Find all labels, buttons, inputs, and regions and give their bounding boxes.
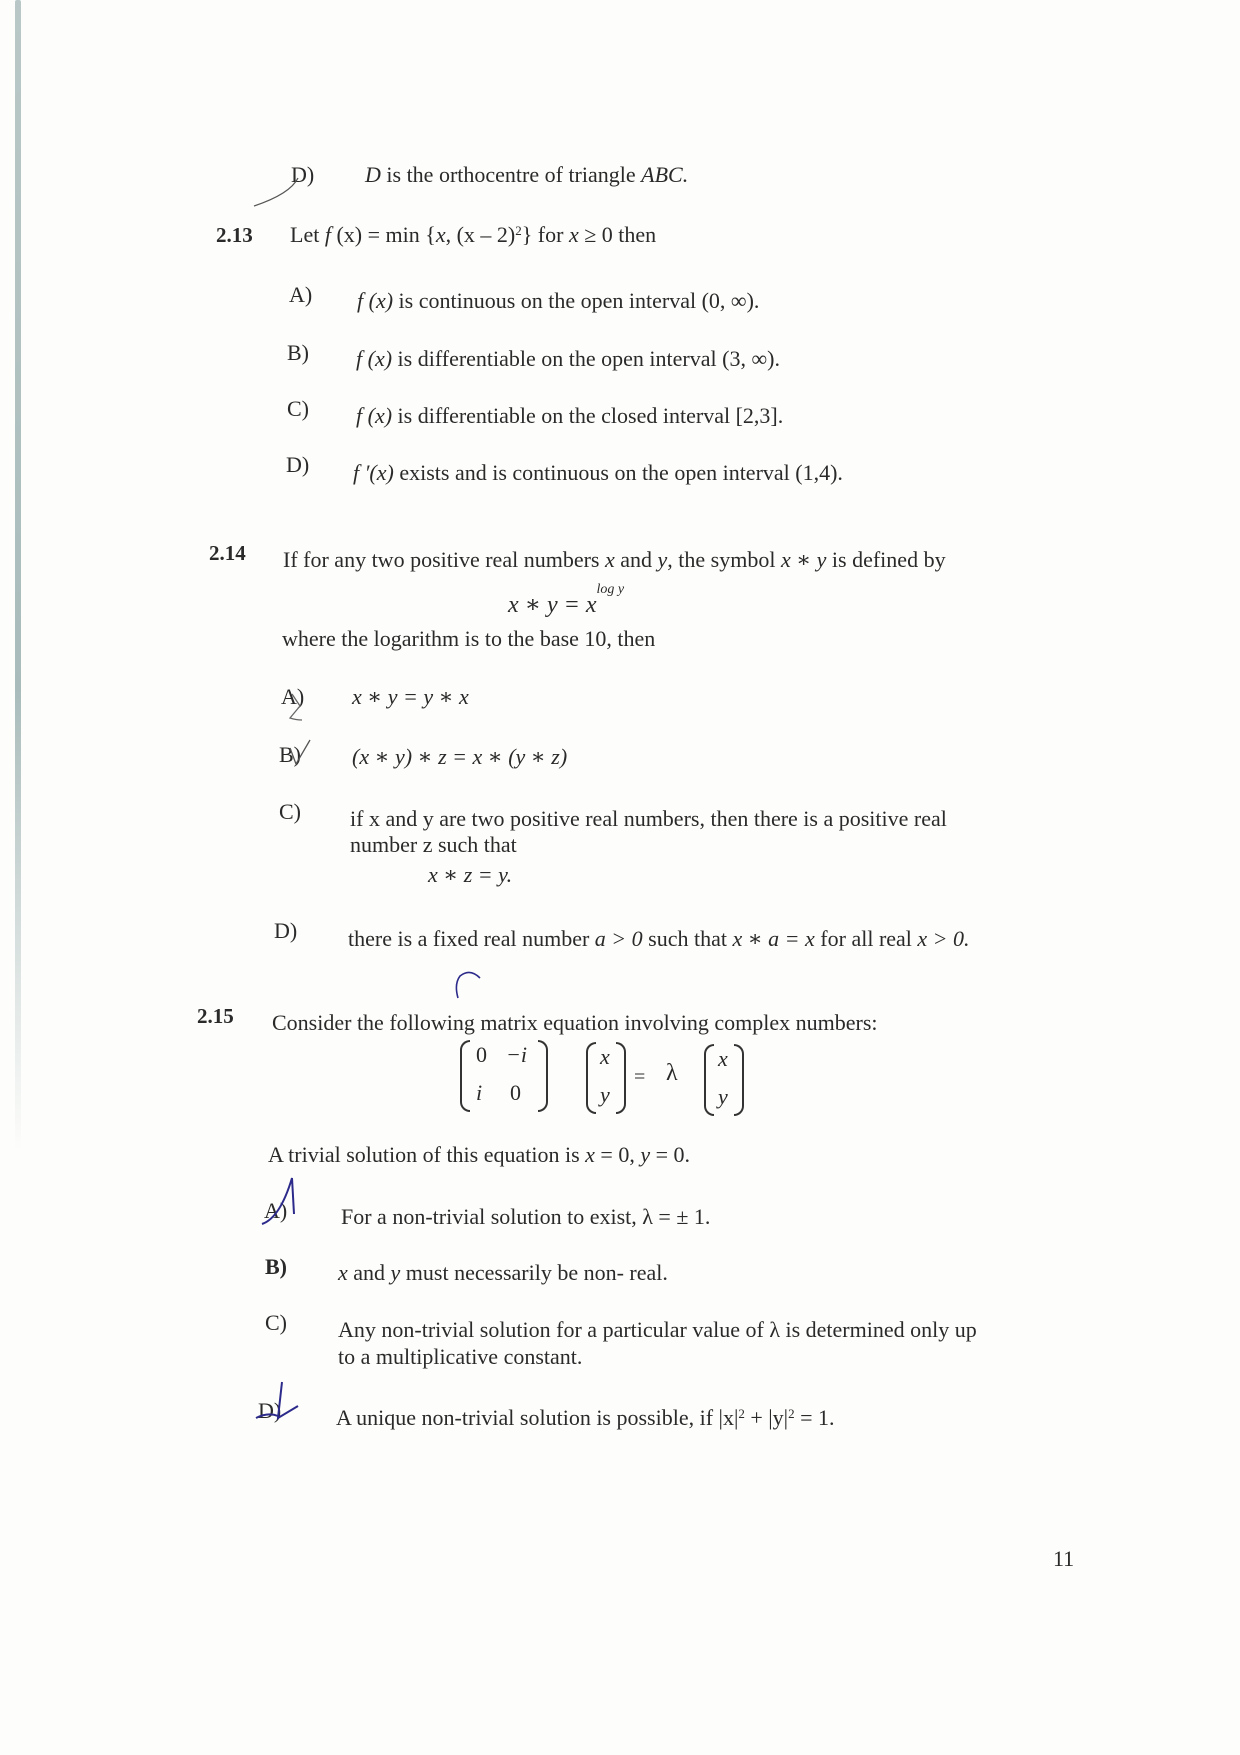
option-text: + |y| [744, 1405, 789, 1430]
stem-cond-x: x [568, 222, 579, 247]
unknown-vector [586, 1042, 626, 1114]
stem-sup: 2 [515, 223, 522, 238]
question-stem [290, 222, 656, 248]
option-sup: 2 [738, 1406, 745, 1421]
option-d [258, 1398, 281, 1424]
option-math: x > 0. [917, 926, 970, 951]
option-c-text-line2: to a multiplicative constant. [338, 1344, 583, 1369]
option-label: D) [258, 1398, 282, 1423]
option-d [274, 918, 297, 944]
option-func: f (x) [357, 288, 394, 313]
option-label: A) [289, 282, 313, 307]
definition-lhs: x ∗ y = x [508, 592, 597, 618]
question-number: 2.13 [216, 223, 253, 247]
scan-edge-shadow [15, 0, 21, 1150]
trivial-text: = 0, [594, 1142, 641, 1167]
definition-equation [508, 582, 625, 619]
option-c [265, 1310, 287, 1336]
option-b [279, 742, 301, 768]
matrix-cell: 0 [510, 1080, 521, 1105]
matrix-cell: −i [506, 1042, 527, 1067]
stem-x: x [435, 222, 446, 247]
option-text: A unique non-trivial solution is possible, if |x| [336, 1405, 739, 1430]
option-math: x ∗ a = x [732, 926, 815, 951]
option-math: a > 0 [594, 926, 643, 951]
matrix-cell: i [476, 1080, 483, 1105]
equals-sign: = [634, 1066, 646, 1088]
page-number: 11 [1053, 1546, 1075, 1571]
stem-text: and [614, 547, 658, 572]
option-d-text [348, 926, 970, 952]
option-c-text-line1: Any non-trivial solution for a particular value of λ is determined only up [338, 1317, 977, 1342]
option-b [287, 340, 309, 366]
option-label: D) [286, 452, 310, 477]
trivial-y: y [640, 1142, 651, 1167]
option-c [287, 396, 309, 422]
option-text: is differentiable on the closed interval [2,3]. [392, 403, 784, 428]
trivial-x: x [585, 1142, 595, 1167]
option-text: such that [642, 926, 733, 951]
option-d-text [353, 460, 843, 486]
stem-text: Let [290, 222, 325, 247]
option-label: A) [281, 684, 305, 709]
handwritten-c-mark-icon [448, 968, 488, 1002]
rhs-vector [704, 1044, 744, 1116]
option-label: B) [265, 1254, 287, 1279]
option-text: exists and is continuous on the open interval (1,4). [393, 460, 843, 485]
option-label: C) [287, 396, 309, 421]
option-label: B) [287, 340, 309, 365]
option-c-text-line1: if x and y are two positive real numbers, then there is a positive real [350, 806, 947, 831]
option-a [289, 282, 312, 308]
trivial-text: A trivial solution of this equation is [268, 1142, 586, 1167]
stem-op: x ∗ y [780, 547, 827, 572]
definition-exponent: log y [596, 582, 625, 597]
option-a [264, 1198, 287, 1224]
option-label: C) [265, 1310, 287, 1335]
option-c-text-line2: number z such that [350, 832, 517, 857]
coefficient-matrix [460, 1040, 548, 1112]
question-stem: Consider the following matrix equation involving complex numbers: [272, 1010, 878, 1035]
option-b [265, 1254, 287, 1280]
vector-cell: x [600, 1044, 610, 1069]
option-b-text [356, 346, 780, 372]
stem-eq: = min { [362, 222, 436, 247]
text-mid: is the orthocentre of triangle [380, 162, 642, 187]
option-math: x [338, 1260, 348, 1285]
stem-f: f [324, 222, 331, 247]
option-func: f (x) [356, 346, 393, 371]
option-text: is differentiable on the open interval (3, ∞). [392, 346, 780, 371]
option-label: B) [279, 742, 301, 767]
option-b-text [338, 1260, 668, 1286]
option-text: must necessarily be non- real. [400, 1260, 668, 1285]
option-c-text [356, 403, 783, 429]
stem-y: y [657, 547, 668, 572]
option-a-text: x ∗ y = y ∗ x [352, 684, 469, 709]
option-a-text: For a non-trivial solution to exist, λ = ± 1. [341, 1204, 711, 1229]
option-text: and [347, 1260, 391, 1285]
text-d: D [365, 162, 381, 187]
option-text: is continuous on the open interval (0, ∞). [393, 288, 760, 313]
option-b-text: (x ∗ y) ∗ z = x ∗ (y ∗ z) [352, 744, 568, 769]
lambda-symbol: λ [666, 1060, 678, 1086]
option-d [286, 452, 309, 478]
option-sup: 2 [788, 1406, 795, 1421]
option-text: there is a fixed real number [348, 926, 595, 951]
option-d-text [336, 1405, 835, 1431]
stem-rest: , (x – 2) [445, 222, 516, 247]
option-math: y [390, 1260, 401, 1285]
option-text: for all real [814, 926, 918, 951]
vector-cell: y [718, 1084, 728, 1109]
stem-fx: (x) [330, 222, 363, 247]
option-a-text [357, 288, 759, 314]
option-label: D) [291, 162, 315, 187]
prev-option-d-text [365, 162, 688, 188]
trivial-text: = 0. [650, 1142, 691, 1167]
matrix-cell: 0 [476, 1042, 487, 1067]
option-label: C) [279, 799, 301, 824]
option-func: f (x) [356, 403, 393, 428]
stem-x: x [604, 547, 615, 572]
option-func: f ′(x) [353, 460, 394, 485]
option-text: = 1. [794, 1405, 835, 1430]
option-a [281, 684, 304, 710]
stem-text: If for any two positive real numbers [283, 547, 605, 572]
stem-close: } for [521, 222, 569, 247]
question-number: 2.15 [197, 1004, 234, 1028]
prev-option-d [291, 162, 314, 188]
vector-cell: y [600, 1082, 610, 1107]
text-abc: ABC. [641, 162, 689, 187]
stem-cond: ≥ 0 then [578, 222, 657, 247]
question-number: 2.14 [209, 541, 246, 565]
option-c [279, 799, 301, 825]
option-c-equation: x ∗ z = y. [428, 862, 513, 887]
option-label: A) [264, 1198, 288, 1223]
vector-cell: x [718, 1046, 728, 1071]
question-note: where the logarithm is to the base 10, then [282, 626, 656, 651]
option-label: D) [274, 918, 298, 943]
question-stem [283, 547, 946, 573]
trivial-solution-text [268, 1142, 690, 1168]
stem-text: , the symbol [667, 547, 781, 572]
stem-text: is defined by [826, 547, 946, 572]
